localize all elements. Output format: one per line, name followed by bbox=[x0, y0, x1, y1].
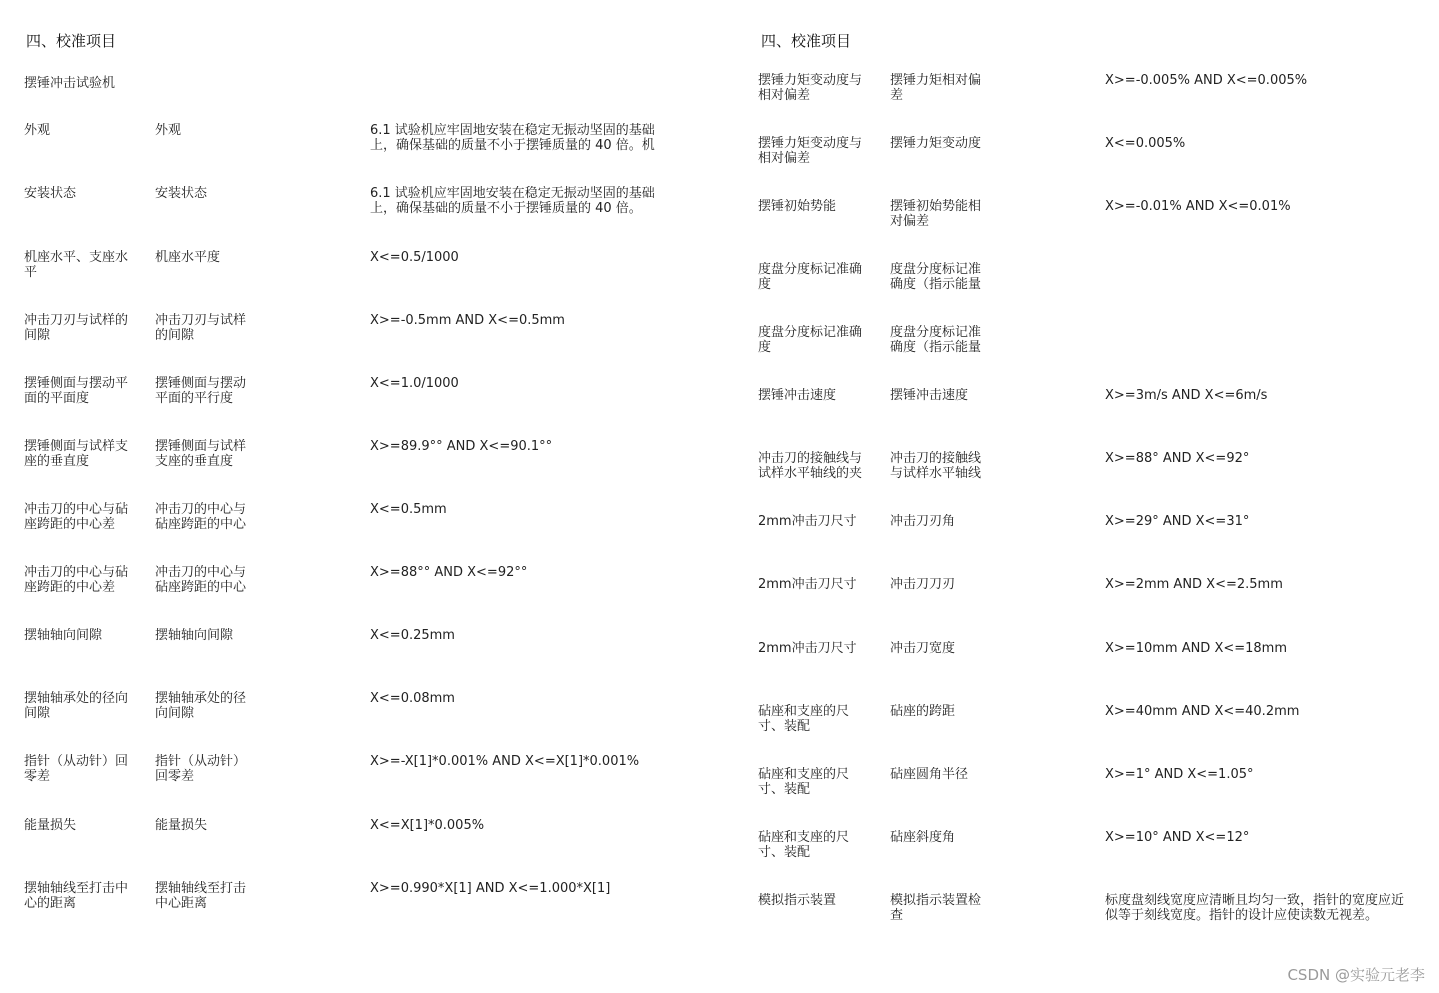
right-item-category: 2mm冲击刀尺寸 bbox=[758, 641, 857, 656]
right-item-category: 摆锤初始势能 bbox=[758, 199, 837, 214]
left-item-category: 能量损失 bbox=[24, 818, 77, 833]
right-item-requirement: X>=2mm AND X<=2.5mm bbox=[1105, 577, 1283, 592]
right-item-requirement: X>=10mm AND X<=18mm bbox=[1105, 641, 1288, 656]
right-item-category: 2mm冲击刀尺寸 bbox=[758, 577, 857, 592]
left-item-name: 冲击刀的中心与砧座跨距的中心 bbox=[155, 502, 247, 532]
right-table-row bbox=[720, 893, 1439, 949]
left-item-requirement: X<=0.5mm bbox=[370, 502, 447, 517]
left-table-row bbox=[0, 691, 720, 747]
left-item-category: 摆轴轴线至打击中心的距离 bbox=[24, 881, 129, 911]
left-item-name: 冲击刀的中心与砧座跨距的中心 bbox=[155, 565, 247, 595]
left-item-requirement: X>=89.9°° AND X<=90.1°° bbox=[370, 439, 553, 454]
left-table-row bbox=[0, 754, 720, 810]
right-item-requirement: X>=-0.005% AND X<=0.005% bbox=[1105, 73, 1308, 88]
left-item-category: 摆锤侧面与摆动平面的平面度 bbox=[24, 376, 129, 406]
right-item-category: 砧座和支座的尺寸、装配 bbox=[758, 830, 850, 860]
left-item-name: 摆锤侧面与摆动平面的平行度 bbox=[155, 376, 247, 406]
left-item-category: 摆轴轴向间隙 bbox=[24, 628, 103, 643]
left-item-requirement: X<=0.08mm bbox=[370, 691, 455, 706]
left-item-category: 摆锤侧面与试样支座的垂直度 bbox=[24, 439, 129, 469]
left-item-requirement: 6.1 试验机应牢固地安装在稳定无振动坚固的基础上，确保基础的质量不小于摆锤质量的 40 倍。 bbox=[370, 186, 655, 216]
right-table-row bbox=[720, 325, 1439, 381]
left-item-requirement: X<=1.0/1000 bbox=[370, 376, 459, 391]
left-table-row bbox=[0, 881, 720, 937]
right-item-requirement: X>=3m/s AND X<=6m/s bbox=[1105, 388, 1268, 403]
left-item-category: 冲击刀的中心与砧座跨距的中心差 bbox=[24, 565, 129, 595]
left-item-requirement: X>=88°° AND X<=92°° bbox=[370, 565, 528, 580]
right-item-requirement: X>=40mm AND X<=40.2mm bbox=[1105, 704, 1300, 719]
right-table-row bbox=[720, 136, 1439, 192]
right-item-name: 度盘分度标记准确度（指示能量 bbox=[890, 262, 982, 292]
right-item-category: 冲击刀的接触线与试样水平轴线的夹 bbox=[758, 451, 863, 481]
left-item-name: 指针（从动针）回零差 bbox=[155, 754, 247, 784]
right-item-name: 模拟指示装置检查 bbox=[890, 893, 982, 923]
left-table-row bbox=[0, 565, 720, 621]
right-item-category: 度盘分度标记准确度 bbox=[758, 325, 863, 355]
left-table-row bbox=[0, 502, 720, 558]
right-item-name: 砧座的跨距 bbox=[890, 704, 956, 719]
left-section-subtitle: 摆锤冲击试验机 bbox=[24, 76, 116, 91]
right-item-category: 摆锤冲击速度 bbox=[758, 388, 837, 403]
right-item-requirement: 标度盘刻线宽度应清晰且均匀一致，指针的宽度应近似等于刻线宽度。指针的设计应使读数无视差。 bbox=[1105, 893, 1405, 923]
left-item-requirement: X<=0.5/1000 bbox=[370, 250, 459, 265]
left-item-requirement: X<=X[1]*0.005% bbox=[370, 818, 485, 833]
right-item-name: 摆锤力矩变动度 bbox=[890, 136, 982, 151]
right-item-requirement: X>=29° AND X<=31° bbox=[1105, 514, 1250, 529]
left-item-name: 摆锤侧面与试样支座的垂直度 bbox=[155, 439, 247, 469]
left-item-category: 冲击刀刃与试样的间隙 bbox=[24, 313, 129, 343]
right-item-requirement: X>=1° AND X<=1.05° bbox=[1105, 767, 1254, 782]
right-table-row bbox=[720, 767, 1439, 823]
left-item-name: 安装状态 bbox=[155, 186, 208, 201]
left-item-requirement: 6.1 试验机应牢固地安装在稳定无振动坚固的基础上，确保基础的质量不小于摆锤质量的 40 倍。机 bbox=[370, 123, 655, 153]
right-item-category: 摆锤力矩变动度与相对偏差 bbox=[758, 73, 863, 103]
left-table-row bbox=[0, 250, 720, 306]
left-item-requirement: X>=0.990*X[1] AND X<=1.000*X[1] bbox=[370, 881, 611, 896]
left-item-category: 外观 bbox=[24, 123, 51, 138]
left-item-name: 冲击刀刃与试样的间隙 bbox=[155, 313, 247, 343]
right-item-name: 冲击刀刃角 bbox=[890, 514, 956, 529]
right-item-category: 摆锤力矩变动度与相对偏差 bbox=[758, 136, 863, 166]
right-table-row bbox=[720, 641, 1439, 697]
left-item-category: 摆轴轴承处的径向间隙 bbox=[24, 691, 129, 721]
right-item-category: 砧座和支座的尺寸、装配 bbox=[758, 767, 850, 797]
left-item-requirement: X>=-0.5mm AND X<=0.5mm bbox=[370, 313, 565, 328]
left-table-row bbox=[0, 313, 720, 369]
right-item-requirement: X>=-0.01% AND X<=0.01% bbox=[1105, 199, 1291, 214]
right-item-name: 冲击刀刀刃 bbox=[890, 577, 956, 592]
left-item-requirement: X<=0.25mm bbox=[370, 628, 455, 643]
right-item-category: 度盘分度标记准确度 bbox=[758, 262, 863, 292]
left-table-row bbox=[0, 376, 720, 432]
left-item-name: 能量损失 bbox=[155, 818, 208, 833]
right-table-row bbox=[720, 514, 1439, 570]
left-table-row bbox=[0, 818, 720, 874]
right-table-row bbox=[720, 262, 1439, 318]
left-table-row bbox=[0, 439, 720, 495]
right-item-name: 冲击刀的接触线与试样水平轴线 bbox=[890, 451, 982, 481]
left-item-category: 安装状态 bbox=[24, 186, 77, 201]
right-item-category: 砧座和支座的尺寸、装配 bbox=[758, 704, 850, 734]
right-item-name: 砧座斜度角 bbox=[890, 830, 956, 845]
right-table-row bbox=[720, 199, 1439, 255]
right-item-name: 摆锤冲击速度 bbox=[890, 388, 969, 403]
right-table-row bbox=[720, 73, 1439, 129]
left-item-requirement: X>=-X[1]*0.001% AND X<=X[1]*0.001% bbox=[370, 754, 640, 769]
right-item-requirement: X<=0.005% bbox=[1105, 136, 1186, 151]
right-table-row bbox=[720, 577, 1439, 633]
left-table-row bbox=[0, 123, 720, 179]
right-table-row bbox=[720, 388, 1439, 444]
right-table-row bbox=[720, 830, 1439, 886]
right-item-name: 摆锤初始势能相对偏差 bbox=[890, 199, 982, 229]
right-item-name: 度盘分度标记准确度（指示能量 bbox=[890, 325, 982, 355]
right-item-name: 砧座圆角半径 bbox=[890, 767, 969, 782]
left-table-row bbox=[0, 628, 720, 684]
right-item-category: 2mm冲击刀尺寸 bbox=[758, 514, 857, 529]
right-table-row bbox=[720, 451, 1439, 507]
left-item-category: 冲击刀的中心与砧座跨距的中心差 bbox=[24, 502, 129, 532]
left-section-title: 四、校准项目 bbox=[26, 32, 117, 50]
right-item-name: 冲击刀宽度 bbox=[890, 641, 956, 656]
left-item-category: 机座水平、支座水平 bbox=[24, 250, 129, 280]
watermark: CSDN @实验元老李 bbox=[1287, 966, 1425, 984]
right-section-title: 四、校准项目 bbox=[761, 32, 852, 50]
left-item-name: 摆轴轴向间隙 bbox=[155, 628, 234, 643]
right-item-name: 摆锤力矩相对偏差 bbox=[890, 73, 982, 103]
left-item-name: 摆轴轴线至打击中心距离 bbox=[155, 881, 247, 911]
right-item-requirement: X>=88° AND X<=92° bbox=[1105, 451, 1250, 466]
left-item-name: 外观 bbox=[155, 123, 182, 138]
right-item-category: 模拟指示装置 bbox=[758, 893, 837, 908]
left-item-name: 机座水平度 bbox=[155, 250, 221, 265]
left-table-row bbox=[0, 186, 720, 242]
right-item-requirement: X>=10° AND X<=12° bbox=[1105, 830, 1250, 845]
left-item-category: 指针（从动针）回零差 bbox=[24, 754, 129, 784]
left-item-name: 摆轴轴承处的径向间隙 bbox=[155, 691, 247, 721]
right-table-row bbox=[720, 704, 1439, 760]
